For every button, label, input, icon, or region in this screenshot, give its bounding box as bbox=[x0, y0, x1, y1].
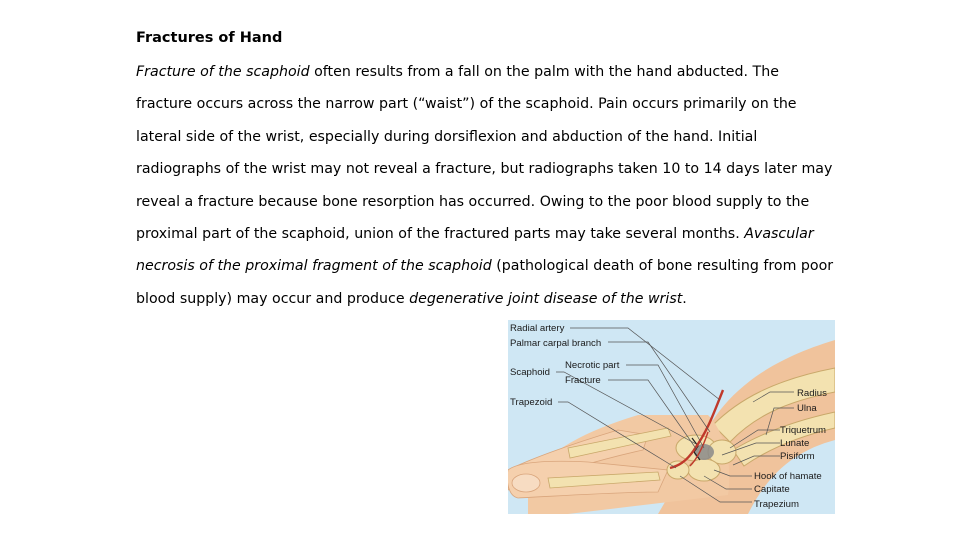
body-paragraph bbox=[136, 56, 836, 315]
text-run: Fracture of the scaphoid bbox=[136, 64, 310, 80]
text-run: . bbox=[682, 290, 687, 307]
label-lunate: Lunate bbox=[780, 438, 810, 449]
label-trapezoid: Trapezoid bbox=[510, 397, 553, 408]
label-radial-artery: Radial artery bbox=[510, 323, 565, 334]
text-run: (pathological death of bone resulting from poor blood supply) may occur and produce bbox=[136, 258, 834, 307]
label-triquetrum: Triquetrum bbox=[780, 425, 827, 436]
label-radius: Radius bbox=[797, 388, 827, 399]
scaphoid-fracture-illustration bbox=[508, 320, 835, 514]
label-necrotic-part: Necrotic part bbox=[565, 360, 620, 371]
text-run: Avascular necrosis of the proximal fragment of the scaphoid bbox=[136, 226, 814, 275]
text-run: degenerative joint disease of the wrist bbox=[409, 290, 683, 307]
hand-wrist-drawing bbox=[508, 320, 835, 514]
label-ulna: Ulna bbox=[797, 403, 817, 414]
label-capitate: Capitate bbox=[754, 484, 790, 495]
label-fracture: Fracture bbox=[565, 375, 601, 386]
thumbnail bbox=[512, 474, 540, 492]
label-hook-of-hamate: Hook of hamate bbox=[754, 471, 822, 482]
slide-title: Fractures of Hand bbox=[136, 30, 283, 46]
label-trapezium: Trapezium bbox=[754, 499, 799, 510]
text-run: often results from a fall on the palm with the hand abducted. The fracture occurs across the narrow part (“waist”) of the scaphoid. Pain occurs primarily on the lateral side of the wrist, especially during dorsiflexion and abduction of the hand. Initial radiographs of the wrist may not reveal a fracture, but radiographs taken 10 to 14 days later may reveal a fracture because bone resorption has occurred. Owing to the poor blood supply to the proximal part of the scaphoid, union of the fractured parts may take several months. bbox=[136, 64, 833, 243]
label-scaphoid: Scaphoid bbox=[510, 367, 551, 378]
label-pisiform: Pisiform bbox=[780, 451, 815, 462]
label-palmar-carpal-branch: Palmar carpal branch bbox=[510, 338, 602, 349]
